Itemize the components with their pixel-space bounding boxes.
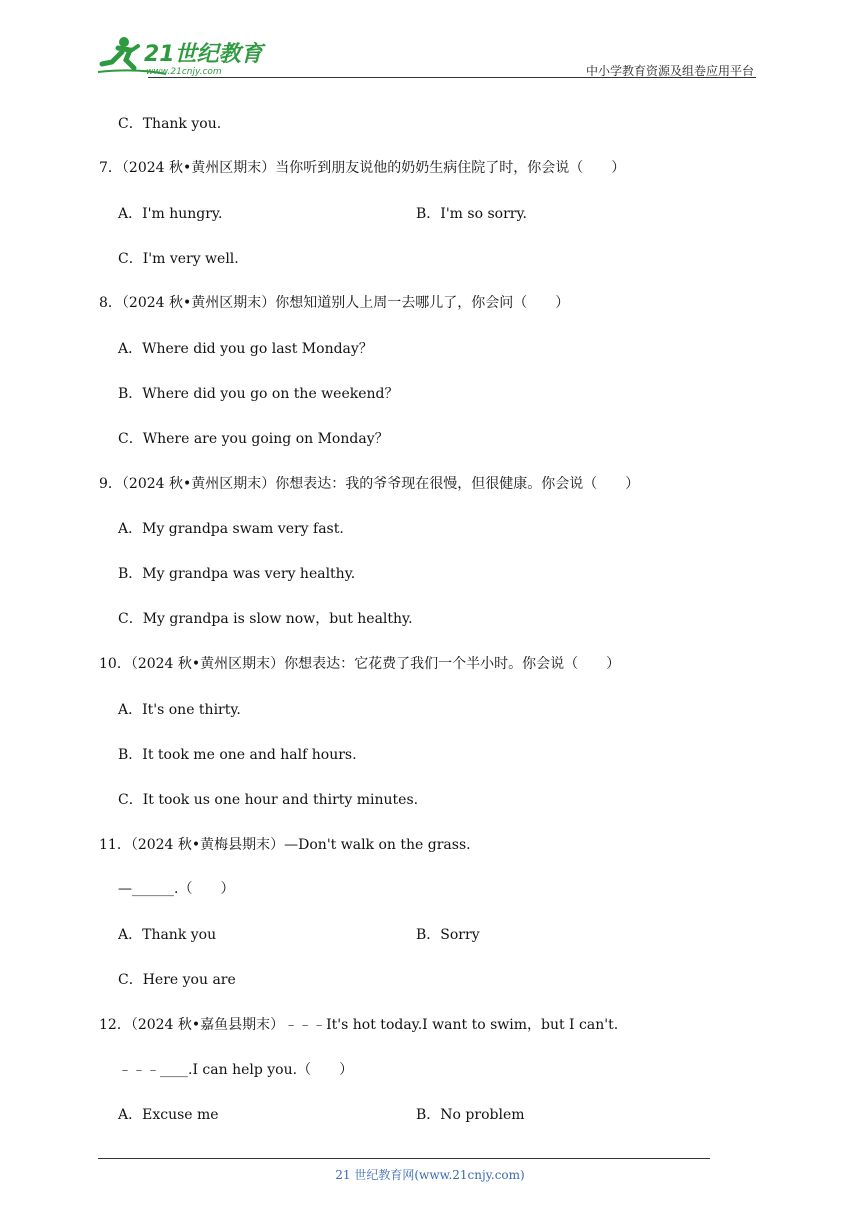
question-9: 9．（2024 秋•黄州区期末）你想表达：我的爷爷现在很慢，但很健康。你会说（ ）: [99, 476, 640, 492]
question-12-option-a: A．Excuse me: [118, 1107, 219, 1123]
header-platform-text: 中小学教育资源及组卷应用平台: [585, 64, 754, 78]
question-12-option-b: B．No problem: [416, 1107, 525, 1123]
option-c-prev: C．Thank you.: [118, 116, 222, 132]
question-7-option-c: C．I'm very well.: [118, 251, 239, 267]
page-header: [96, 34, 756, 78]
question-11-option-c: C．Here you are: [118, 972, 236, 988]
question-10: 10．（2024 秋•黄州区期末）你想表达：它花费了我们一个半小时。你会说（ ）: [99, 656, 621, 672]
question-7: 7．（2024 秋•黄州区期末）当你听到朋友说他的奶奶生病住院了时，你会说（ ）: [99, 160, 626, 176]
question-8-option-b: B．Where did you go on the weekend？: [118, 386, 399, 402]
question-8: 8．（2024 秋•黄州区期末）你想知道别人上周一去哪儿了，你会问（ ）: [99, 295, 570, 311]
question-8-option-c: C．Where are you going on Monday？: [118, 431, 389, 447]
question-9-option-a: A．My grandpa swam very fast.: [118, 521, 344, 537]
question-12: 12．（2024 秋•嘉鱼县期末）﹣﹣﹣It's hot today.I want to swim，but I can't.: [99, 1017, 619, 1033]
question-7-option-b: B．I'm so sorry.: [416, 206, 527, 222]
footer-divider: [98, 1158, 710, 1159]
question-10-option-b: B．It took me one and half hours.: [118, 747, 357, 763]
question-12-response: ﹣﹣﹣____.I can help you.（ ）: [118, 1062, 354, 1078]
question-9-option-b: B．My grandpa was very healthy.: [118, 566, 356, 582]
question-7-option-a: A．I'm hungry.: [118, 206, 223, 222]
question-11-option-b: B．Sorry: [416, 927, 480, 943]
question-9-option-c: C．My grandpa is slow now，but healthy.: [118, 611, 413, 627]
question-11-response: —______.（ ）: [118, 881, 235, 897]
question-8-option-a: A．Where did you go last Monday？: [118, 341, 373, 357]
logo-url: www.21cnjy.com: [146, 67, 222, 77]
question-11-option-a: A．Thank you: [118, 927, 217, 943]
header-divider: [148, 77, 756, 78]
logo-text: 21世纪教育: [144, 42, 263, 67]
question-10-option-a: A．It's one thirty.: [118, 702, 241, 718]
footer-site-link[interactable]: 21 世纪教育网(www.21cnjy.com): [335, 1168, 525, 1182]
logo-21cnjy: [96, 34, 266, 78]
question-11: 11．（2024 秋•黄梅县期末）—Don't walk on the grass.: [99, 837, 471, 853]
question-10-option-c: C．It took us one hour and thirty minutes.: [118, 792, 419, 808]
